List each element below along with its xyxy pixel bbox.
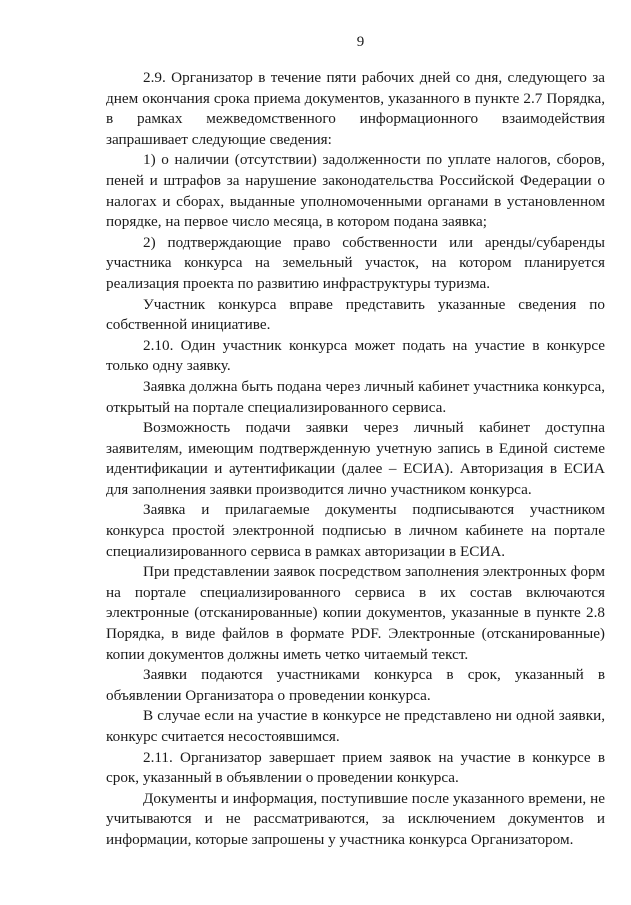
paragraph-submission-deadline: Заявки подаются участниками конкурса в срок, указанный в объявлении Организатора о проведении конкурса. (106, 666, 605, 704)
paragraph-2-11: 2.11. Организатор завершает прием заявок на участие в конкурсе в срок, указанный в объявлении о проведении конкурса. (106, 748, 605, 787)
paragraph-2-9: 2.9. Организатор в течение пяти рабочих дней со дня, следующего за днем окончания срока приема документов, указанного в пункте 2.7 Порядка, в рамках межведомственного информационного взаимодействия запрашивает следующие сведения: (106, 69, 605, 148)
paragraph-personal-account: Заявка должна быть подана через личный кабинет участника конкурса, открытый на портале специализированного сервиса. (106, 377, 605, 416)
paragraph-2-9-item-2: 2) подтверждающие право собственности или аренды/субаренды участника конкурса на земельный участок, на котором планируется реализация проекта по развитию инфраструктуры туризма. (106, 233, 605, 292)
paragraph-electronic-forms: При представлении заявок посредством заполнения электронных форм на портале специализированного сервиса в их состав включаются электронные (отсканированные) копии документов, указанные в пункте 2.8 Порядка, в виде файлов в формате PDF. Электронные (отсканированные) копии документов должны иметь четко читаемый текст. (106, 563, 605, 663)
paragraph-electronic-signature: Заявка и прилагаемые документы подписываются участником конкурса простой электронной подписью в личном кабинете на портале специализированного сервиса в рамках авторизации в ЕСИА. (106, 501, 605, 560)
page-number: 9 (356, 34, 365, 50)
paragraph-own-initiative: Участник конкурса вправе представить указанные сведения по собственной инициативе. (106, 295, 605, 334)
paragraph-2-10: 2.10. Один участник конкурса может подать на участие в конкурсе только одну заявку. (106, 336, 605, 375)
paragraph-2-9-item-1: 1) о наличии (отсутствии) задолженности по уплате налогов, сборов, пеней и штрафов за нарушение законодательства Российской Федерации о налогах и сборах, выданные уполномоченными органами в установленном порядке, на первое число месяца, в котором подана заявка; (106, 151, 605, 231)
paragraph-late-documents: Документы и информация, поступившие после указанного времени, не учитываются и не рассматриваются, за исключением документов и информации, которые запрошены у участника конкурса Организатором. (106, 789, 605, 848)
paragraph-esia-access: Возможность подачи заявки через личный кабинет доступна заявителям, имеющим подтвержденную учетную запись в Единой системе идентификации и аутентификации (далее – ЕСИА). Авторизация в ЕСИА для заполнения заявки производится лично участником конкурса. (106, 419, 605, 498)
paragraph-no-applications: В случае если на участие в конкурсе не представлено ни одной заявки, конкурс считается несостоявшимся. (106, 707, 605, 745)
